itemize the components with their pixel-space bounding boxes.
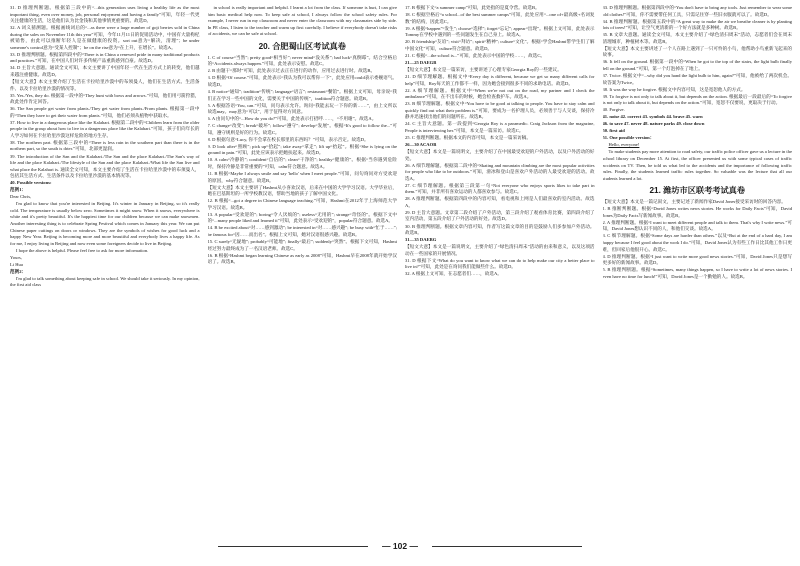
answer-s12: 12. B 根据“...got a degree in Chinese language teaching.”可知，Hashmi在2012年于上海师范大学学习汉语。故选B。 (207, 198, 397, 210)
answer-u41-45: 41. noise 42. correct 43. symbols 44. brave 45. warn (602, 114, 703, 120)
answer-34: 34. D 主旨大意题。通读全文可知，本文主要讲了中国年轻一代在生活方式上的转变，他们越来越注重健康。故选D。 (10, 65, 200, 77)
answer-range-26-30: 26—30 ACAOB (405, 141, 437, 147)
answer-s8: 8. D 根据句意“Lucy, 你不会拿在校长那里的东西吗？”可知，表示否定。故选D。 (207, 136, 369, 142)
answer-s9: 9. D look after“照顾”; pick up“拾起”; take away“拿走”; lift up“抬起”。根据“She is lying on the ground in pain.”可知，此处应该表示把她扶起来。故选D。 (207, 143, 397, 156)
column-4 (603, 5, 793, 531)
answer-s15: 15. C surely“无疑地”; probably“可能地”; finally“最后”; suddenly“突然”。根据下文可知，Hashmi经过努力最终成为了一名汉语老师。故选C。 (207, 239, 397, 251)
answer-u34: 34. B 推理判断题。根据第五段中的“A great way to make the air we breathe cleaner is by planting lots of trees!”可知，让空气更清新的一个好方法就是多种树。故选B。 (602, 18, 792, 31)
answer-t23: 23. B 细节理解题。根据文中“You have to be good at talking to people. You have to stay calm and quickly find out what their problem is.”可知，要成为一名护理人员，必须善于与人交谈，保持冷静并迅速找出他们的问题所在。故选B。 (405, 101, 595, 120)
letter-yours: Yours, (10, 254, 22, 260)
answer-v1: 1. B 推断判断题。根据“David Jones writes news stories. He works for Daily Facts”可知，David Jones为Daily Facts写新闻故事。故选B。 (602, 206, 792, 218)
answer-v5: 5. B 推理判断题。根据“Sometimes, many things happen, so I have to write a lot of news stories. I even have no time for lunch!”可知，David Jones是一个勤勉的人。故选B。 (602, 267, 792, 279)
answer-s16: 16. B 根据“Hashmi began learning Chinese as early as 2008”可知，Hashmi早在2008年就开始学汉语了。故选B。 (207, 252, 397, 265)
answer-t28: 28. A 推理判断题。根据第四段中的内容可知，看电视和上网是人们最喜欢的室内活动。故选A。 (405, 196, 595, 208)
passage-summary: 【短文大意】本文是一篇说明文，主要介绍了在中国最受欢迎的户外活动，以及户外活动的好处。 (405, 148, 595, 161)
letter-signature: Li Hua (10, 261, 23, 267)
section-title-21: 21. 潍坊市区联考考试真卷 (649, 186, 746, 196)
answer-v3: 3. C 细节理解题。根据“Some days are harder than others.”以及“But at the end of a hard day, I am happy because I feel good about the work I do.”可知，David Jones认为有些工作日比其他工作日更难，但回家后他很开心。故选C。 (602, 233, 792, 252)
answer-u39: 39. To forgive is not only to talk about it, but depends on the action. 根据最后一段最后的“To forgive is not only to talk about it, but depends on the action.”可知，宽恕不仅要说，更取决于行动。 (602, 93, 792, 106)
text-columns (10, 5, 792, 531)
version-1-label: 范例1： (10, 187, 27, 193)
answer-33: 33. D 推理判断题。根据第四段中的“There is in China a renewed pride in many traditional products and practices.”可知，在中国人们对许多传统产品重新感到自豪。故选D。 (10, 51, 200, 64)
answer-t20: 20. B friendship“友谊”; visit“拜访”; spirit“精神”; culture“文化”。根据“学会Hashmi带学生们了解中国文化”可知，culture符合题意。故选D。 (405, 39, 595, 51)
answer-u33: 33. D 推理判断题。根据第四段中的“You don't have to bring any tools. Just remember to wear some old clothes!”可知，你不需要带任何工具，只需记住穿一些旧衣服就可以了。故选D。 (602, 5, 792, 17)
answer-s3: 3. D 根据“Of course.”可知，此处表示“我认为我可以帮你一下”，此处应用could表示委婉语气。故选D。 (207, 75, 397, 87)
answer-37: 37. How to live in a dangerous place like the Kalahari. 根据第二段中的“Children learn from the older people in the group about how to live in a dangerous place like the Kalahari.”可知，孩子们向年长的人学习如何在卡拉哈里沙漠这样危险的地方生存。 (10, 119, 200, 138)
answer-u46-49: 46. to save 47. never 48. nature parks 49. close down (602, 121, 705, 127)
answer-u36: 36. It fell on the ground. 根据第一段中的“When he got to the top of the stairs, the light bulb finally fell on the ground.”可知，第一个灯泡掉在了地上。 (602, 59, 792, 71)
letter-body: I'm glad to know that you're interested in Beijing. It's winter in January in Beijing, so it's really cold. The temperature is usually below zero. Sometimes it might snow. When it snows, everywhere is white and it's pretty beautiful. It's the happiest time for our children because we can make snowmen. Another interesting thing is to celebrate Spring Festival which comes in January this year. We can put Chinese paper cuttings on doors or windows. They are the symbols of wishes for good luck and a happy New Year. Beijing is becoming more and more beautiful and everybody lives a happy life. As for me, I enjoy living in Beijing and now even some foreigners decide to live in Beijing. (10, 201, 200, 246)
answer-t26: 26. A 细节理解题。根据第二段中的“Skating and mountain climbing are the most popular activities for people who like to be outdoors.”可知，滑冰和登山是喜欢户外活动的人最受欢迎的活动。故选A。 (405, 162, 595, 181)
passage-summary: 【短文大意】本文主要讲了Hashmi从小喜欢汉语，后来在中国的大学学习汉语。大学毕业后，她在巴基斯坦的一所学校教汉语，帮助当地的孩子了解中国文化。 (207, 184, 397, 197)
answer-t21: 21. C 根据“...the school is...”可知，此处表示中国的学校……，故选C。 (405, 52, 545, 58)
answer-s11: 11. B 根据“Maybe I always smile and say 'hello' when I meet people.”可知，问句询问对方受欢迎的原因，why符合题意。故选B。 (207, 171, 397, 183)
version-2-label: 范例2： (10, 268, 27, 274)
answer-39: 39. The introduction of the San and the Kalahari./The San and the place Kalahari./The San's way of life and the place Kalahari./The lifestyle of the San and the place Kalahari./What life the San live and what place the Kalahari is. 通读全文可知，本文主要介绍了生活在卡拉哈里沙漠中的布须曼人，包括其生活方式、生活条件以及卡拉哈里沙漠的基本情况等。 (10, 153, 200, 179)
answer-s10: 10. A calm“冷静的”; confident“自信的”; clean“干净的”; healthy“健康的”。根据“当你遇到危险时，保持冷静是非常重要的”可知，calm符合题意。故选A。 (207, 157, 397, 169)
answer-u35: 35. B 文章大意题。通读全文可知，本文主要介绍了“绿色清扫周末”活动，志愿者们会在周末清理城市，种植树木等。故选B。 (602, 32, 792, 44)
answer-s4: 4. B notice“通知”; tradition“传统”; language“语言”; restaurant“餐馆”。根据上文可知，母亲说“我们正在学习一些中国的文化，需要关于中国的传统”，tradition符合题意。故选B。 (207, 88, 397, 101)
answer-u40: 40. Forgive. (602, 107, 625, 113)
passage-summary: 【短文大意】本文是一篇采访，主要讲述了心理专家Georgia Roy的一些建议。 (405, 66, 562, 72)
passage-summary: 【短文大意】本文是一篇说明文，主要介绍了“绿色清扫周末”活动的由来和意义，以及这项活动在一些国家的开展情况。 (405, 244, 595, 256)
letter-closing: I hope the above is helpful. Please feel free to ask for more information. (16, 247, 149, 253)
answer-40-heading: 40. Possible versions: (10, 180, 52, 186)
answer-36: 36. The San people get water from plants./They get water from plants./From plants. 根据第一段中的“Then they have to get their water from plants.”可知，他们必须从植物中获取水。 (10, 106, 200, 118)
passage-summary: 【短文大意】本文主要介绍了生活在卡拉哈里沙漠中的布须曼人，他们在生活方式、生活条件、以及卡拉哈里沙漠的情况等。 (10, 79, 200, 91)
answer-range-21-25: 21—25 DAEGB (405, 59, 437, 65)
answer-s1: 1. C of course“当然”; pretty good“相当好”; never mind“没关系”; bad luck“真倒霉”。结合空格后的“Accidents always happen.”可知，此处表示安慰。故选C。 (207, 54, 397, 67)
footer-rule-left (218, 546, 368, 547)
letter-salutation: Dear Chris, (10, 194, 32, 200)
answer-s14: 14. B be excited about“对……感到激动”; be interested in“对……感兴趣”; be busy with“忙于……”; be famous for“因……而出名”。根据上文可知，她对汉语很感兴趣。故选B。 (207, 225, 397, 237)
answer-t27: 27. C 细节理解题。根据第三段第一句“Not everyone who enjoys sports likes to take part in them.”可知，并非所有喜欢运动的人都喜欢参与。故选C。 (405, 182, 595, 195)
passage-summary: 【短文大意】本文主要讲述了一个人在路上遇到了一只可怜的小鸟，他帮助小鸟重新飞起来的故事。 (602, 45, 792, 58)
answer-38: 38. The northern part. 根据第三段中的“There is less rain in the southern part than there is in the northern part, so the south is drier.”可知，北部更湿润。 (10, 139, 200, 152)
column-2 (208, 5, 398, 531)
answer-v4: 4. D 推理判断题。根据“I just want to write more good news stories.”可知，David Jones只是想写更多好的新闻故事。故选D。 (602, 253, 792, 266)
section-title-20: 20. 合肥蜀山区考试真卷 (258, 41, 346, 51)
passage-summary: 【短文大意】本文是一篇记叙文，主要记述了新闻作家David Jones接受采访时的回答内容。 (602, 199, 786, 205)
answer-s13: 13. A popular“受欢迎的”; boring“令人厌烦的”; useless“无用的”; strange“奇怪的”。根据下文中的“...many people liked and learned it”可知，此处表示“受欢迎的”，popular符合题意。故选A。 (207, 211, 397, 224)
answer-t25: 25. C 推理判断题。根据本文的内容可知，本文是一篇采访稿。 (405, 134, 531, 140)
answer-v2: 2. A 推理判断题。根据“I want to meet different people and talk to them. That's why I write news.”可知，David Jones想认识不同的人，和他们交谈。故选A。 (602, 219, 792, 232)
answer-t32: 32. A 根据上文可知，在志愿者们……，故选A。 (405, 271, 502, 277)
essay-continued: in school is really important and helpful. I learnt a lot from the class. If someone is hurt, I can give him basic medical help now. To keep safe at school, I always follow the school safety rules. For example, I never run in my classroom and never enter the classroom with my classmates side by side. In PE class, I listen to the teacher and warm up first carefully. I believe if everybody doesn't take risks of accidents, we can be safe at school. (207, 5, 397, 37)
answer-u37: 37. Twice. 根据文中“...why did you hand the light bulb to him, again?”可知，他被给了两次机会。故答案为Twice。 (602, 72, 792, 85)
speech-salutation: Hello, everyone! (608, 142, 640, 148)
answer-t29: 29. D 主旨大意题。文章第二段介绍了户外活动，第三段介绍了观看体育比赛，第四段介绍了室内活动，第五段介绍了户外活动的好处。故选D。 (405, 209, 595, 222)
answer-s6: 6. A 由问句中的“...How do you do?”可知，此处表示打招呼……，“不用谢”。故选A。 (207, 116, 377, 122)
answer-31: 31. D 推理判断题。根据第三段中的“...this generation uses living a healthy life as the most important thing, even over money, job, personal enjoyment and having a family”可知，年轻一代更关注健康的生活，这是他们认为比金钱和其他事情更重要的。故选D。 (10, 5, 200, 24)
page-footer (0, 536, 800, 556)
footer-rule-right (432, 546, 582, 547)
page-number: — 102 — (382, 541, 418, 551)
answer-range-31-35: 31—35 DAEBG (405, 237, 437, 243)
answer-32: 32. A 词义猜测题。根据画线词后的“...as there were a large number of goji berries sold in China during the sales on November 11th this year”可知，今年11月11日的促销活动中，中国有大量枸杞被销售，由此可以推断年轻人是在做健康的投资。sort out意为“解决，清理”；be under someone's control意为“受某人控制”；be on the rise意为“在上升，在增长”。故选A。 (10, 25, 200, 50)
column-3 (405, 5, 595, 531)
answer-u38: 38. It was the way he forgive. 根据文中内容可知，这是宽恕他人的方式。 (602, 86, 746, 92)
answer-u51-heading: 51. One possible version： (602, 135, 655, 141)
answer-t21b: 21. D 细节理解题。根据文中“Every day is different, because we get so many different calls for help”可知，Roy每天的工作都不一样，因为她会接到很多不同的求助电话。故选D。 (405, 73, 595, 86)
answer-t31: 31. D 根据下文“What do you want to know what we can do to help make our city a better place to live in?”可知，此处是在询问我们能做些什么。故选D。 (405, 257, 595, 270)
answer-s2: 2. B 由题干“那时”可知，此处表示过去正在进行的动作，应用过去进行时。故选B。 (207, 68, 376, 74)
answer-t24: 24. C 主旨大意题。第一段提到“Georgia Roy is a paramedic. Craig Jackson from the magazine, People is interviewing her.”可知，本文是一篇采访。故选C。 (405, 121, 595, 133)
answer-s5: 5. A 根据答语“You, can.”可知，问句表示允许。询问“我能去玩一下你的新……”，由上文所以故选may。may意为“可以”，用于征得对方同意。 (207, 102, 397, 115)
essay-body: I'm glad to talk something about keeping safe in school. We should take it seriously. In my opinion, the first aid class (10, 275, 200, 288)
column-1 (10, 5, 200, 531)
answer-35: 35. Yes./Yes, they do. 根据第一段中的“They hunt with bows and arrows.”可知，他们用弓箭狩猎，故此处作肯定回答。 (10, 92, 200, 105)
answer-t22: 22. A 细节理解题。根据文中“When we're not out on the road, my partner and I check the ambulance”可知，在不出车的时候，她会检查救护车。故选A。 (405, 87, 595, 100)
answer-t18: 18. C 根据空格后“a school...of the best summer camps”可知，此处应用“...one of+最高级+名词复数”的结构，因此选C。 (405, 12, 595, 24)
speech-body: To make students pay more attention to road safety, our traffic police officer gave us a lecture in the school library on December 15. At first, the officer presented us with some typical cases of traffic accidents on TV. Then, he told us what led to the accidents and the importance of following traffic rules. Finally, the students learned traffic rules together. So valuable was the lecture that all our students learned a lot. (602, 149, 792, 181)
answer-u50: 50. first aid (602, 128, 625, 134)
answer-t19: 19. A 根据“happen”“发生”; choose“选择”; forget“忘记”; appear“出现”。根据上文可知，此处表示Tommy在学校中遇到的一些问题发生在自己身上。故选A。 (405, 25, 595, 38)
answer-t17: 17. B 根据下文“a summer camp”可知，此处指的是夏令营。故选B。 (405, 5, 540, 10)
answer-s7: 7. C change“改变”; break“破坏”; follow“遵守”; develop“发展”。根据“It's good to follow the...”可知，遵守规则是好的行为。故选C。 (207, 123, 397, 135)
answer-t30: 30. B 推理判断题。根据文章内容可知，作者写这篇文章的目的是鼓励人们多参加户外活动。故选B。 (405, 223, 595, 236)
